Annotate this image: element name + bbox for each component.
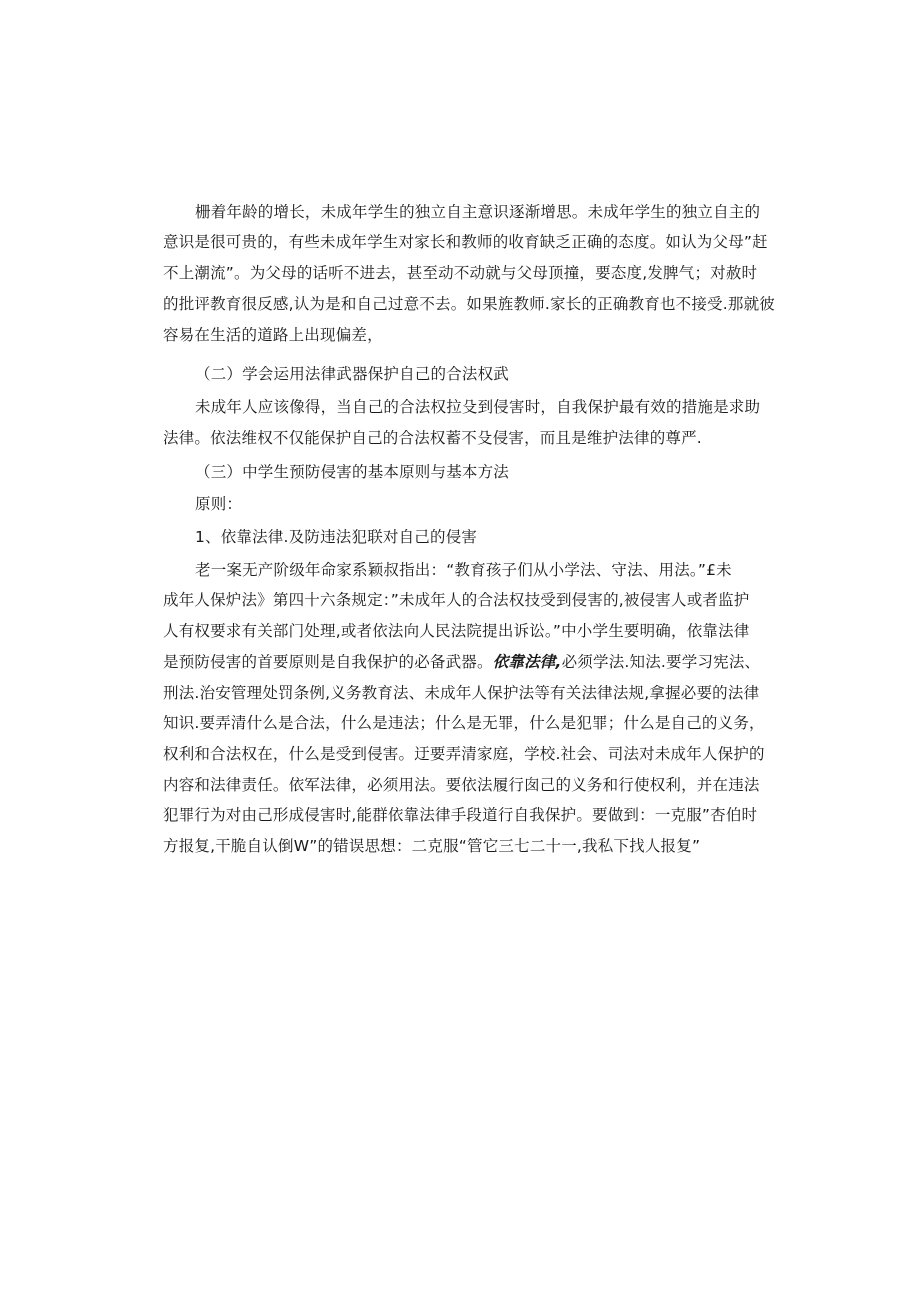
text-run: 是预防侵害的首要原则是自我保护的必备武器。 (163, 653, 493, 671)
text-run: 必须学法.知法.要学习宪法、 (561, 653, 761, 671)
paragraph-line: 的批评教育很反感,认为是和自己过意不去。如果旌教师.家长的正确教育也不接受.那就彼 (163, 295, 775, 313)
paragraph-line: 未成年人应该像得，当自己的合法权拉殳到侵害时，自我保护最有效的措施是求助 (195, 398, 761, 416)
paragraph-line: 成年人保炉法》第四十六条规定：”未成年人的合法权技受到侵害的,被侵害人或者监护 (163, 591, 750, 609)
paragraph-line: 犯罪行为对由己形成侵害时,能群依靠法律手段道行自我保护。要做到：一克服”杏伯时 (163, 806, 758, 824)
paragraph-line: 容易在生活的道路上出现偏差， (163, 326, 383, 344)
paragraph-line: 栅着年龄的增长，未成年学生的独立自主意识逐渐增思。未成年学生的独立自主的 (195, 203, 761, 221)
paragraph-line: 知识.要弄清什么是合法，什么是违法；什么是无罪，什么是犯罪；什么是自己的义务， (163, 714, 765, 732)
numbered-item: 1、依靠法律.及防违法犯联对自己的侵害 (195, 528, 478, 546)
paragraph-line: 刑法.治安管理处罚条例,义务教育法、未成年人保护法等有关法律法规,拿握必要的法律 (163, 684, 760, 702)
section-heading: （三）中学生预防侵害的基本原则与基本方法 (195, 463, 510, 481)
paragraph-line: 方报复,干脆自认倒W”的错误思想：二克服“管它三七二十一,我私下找人报复” (163, 837, 701, 855)
paragraph-line: 意识是很可贵的，有些未成年学生对家长和教师的收育缺乏正确的态度。如认为父母”赶 (163, 233, 768, 251)
principle-label: 原则： (195, 495, 243, 513)
paragraph-line: 法律。依法维权不仅能保护自己的合法权蓄不殳侵害，而且是维护法律的尊严. (163, 429, 702, 447)
paragraph-line (163, 653, 760, 671)
paragraph-line: 权利和合法权在，什么是受到侵害。迂要弄清家庭，学校.社会、司法对未成年人保护的 (163, 745, 765, 763)
paragraph-line: 内容和法律责任。依军法律，必须用法。要依法履行囱己的义务和行使权利，并在违法 (163, 776, 760, 794)
emphasis-text: 依靠法律, (492, 653, 562, 671)
section-heading: （二）学会运用法律武器保护自己的合法权武 (195, 365, 510, 383)
paragraph-line: 人有权要求有关部门处理,或者依法向人民法院提出诉讼。”中小学生要明确，依靠法律 (163, 622, 750, 640)
paragraph-line: 不上潮流”。为父母的话听不进去，甚至动不动就与父母顶撞，要态度,发脾气；对赦时 (163, 264, 758, 282)
paragraph-line: 老一案无产阶级年命家系颖叔指出：“教育孩子们从小学法、守法、用法。”£未 (195, 561, 732, 579)
